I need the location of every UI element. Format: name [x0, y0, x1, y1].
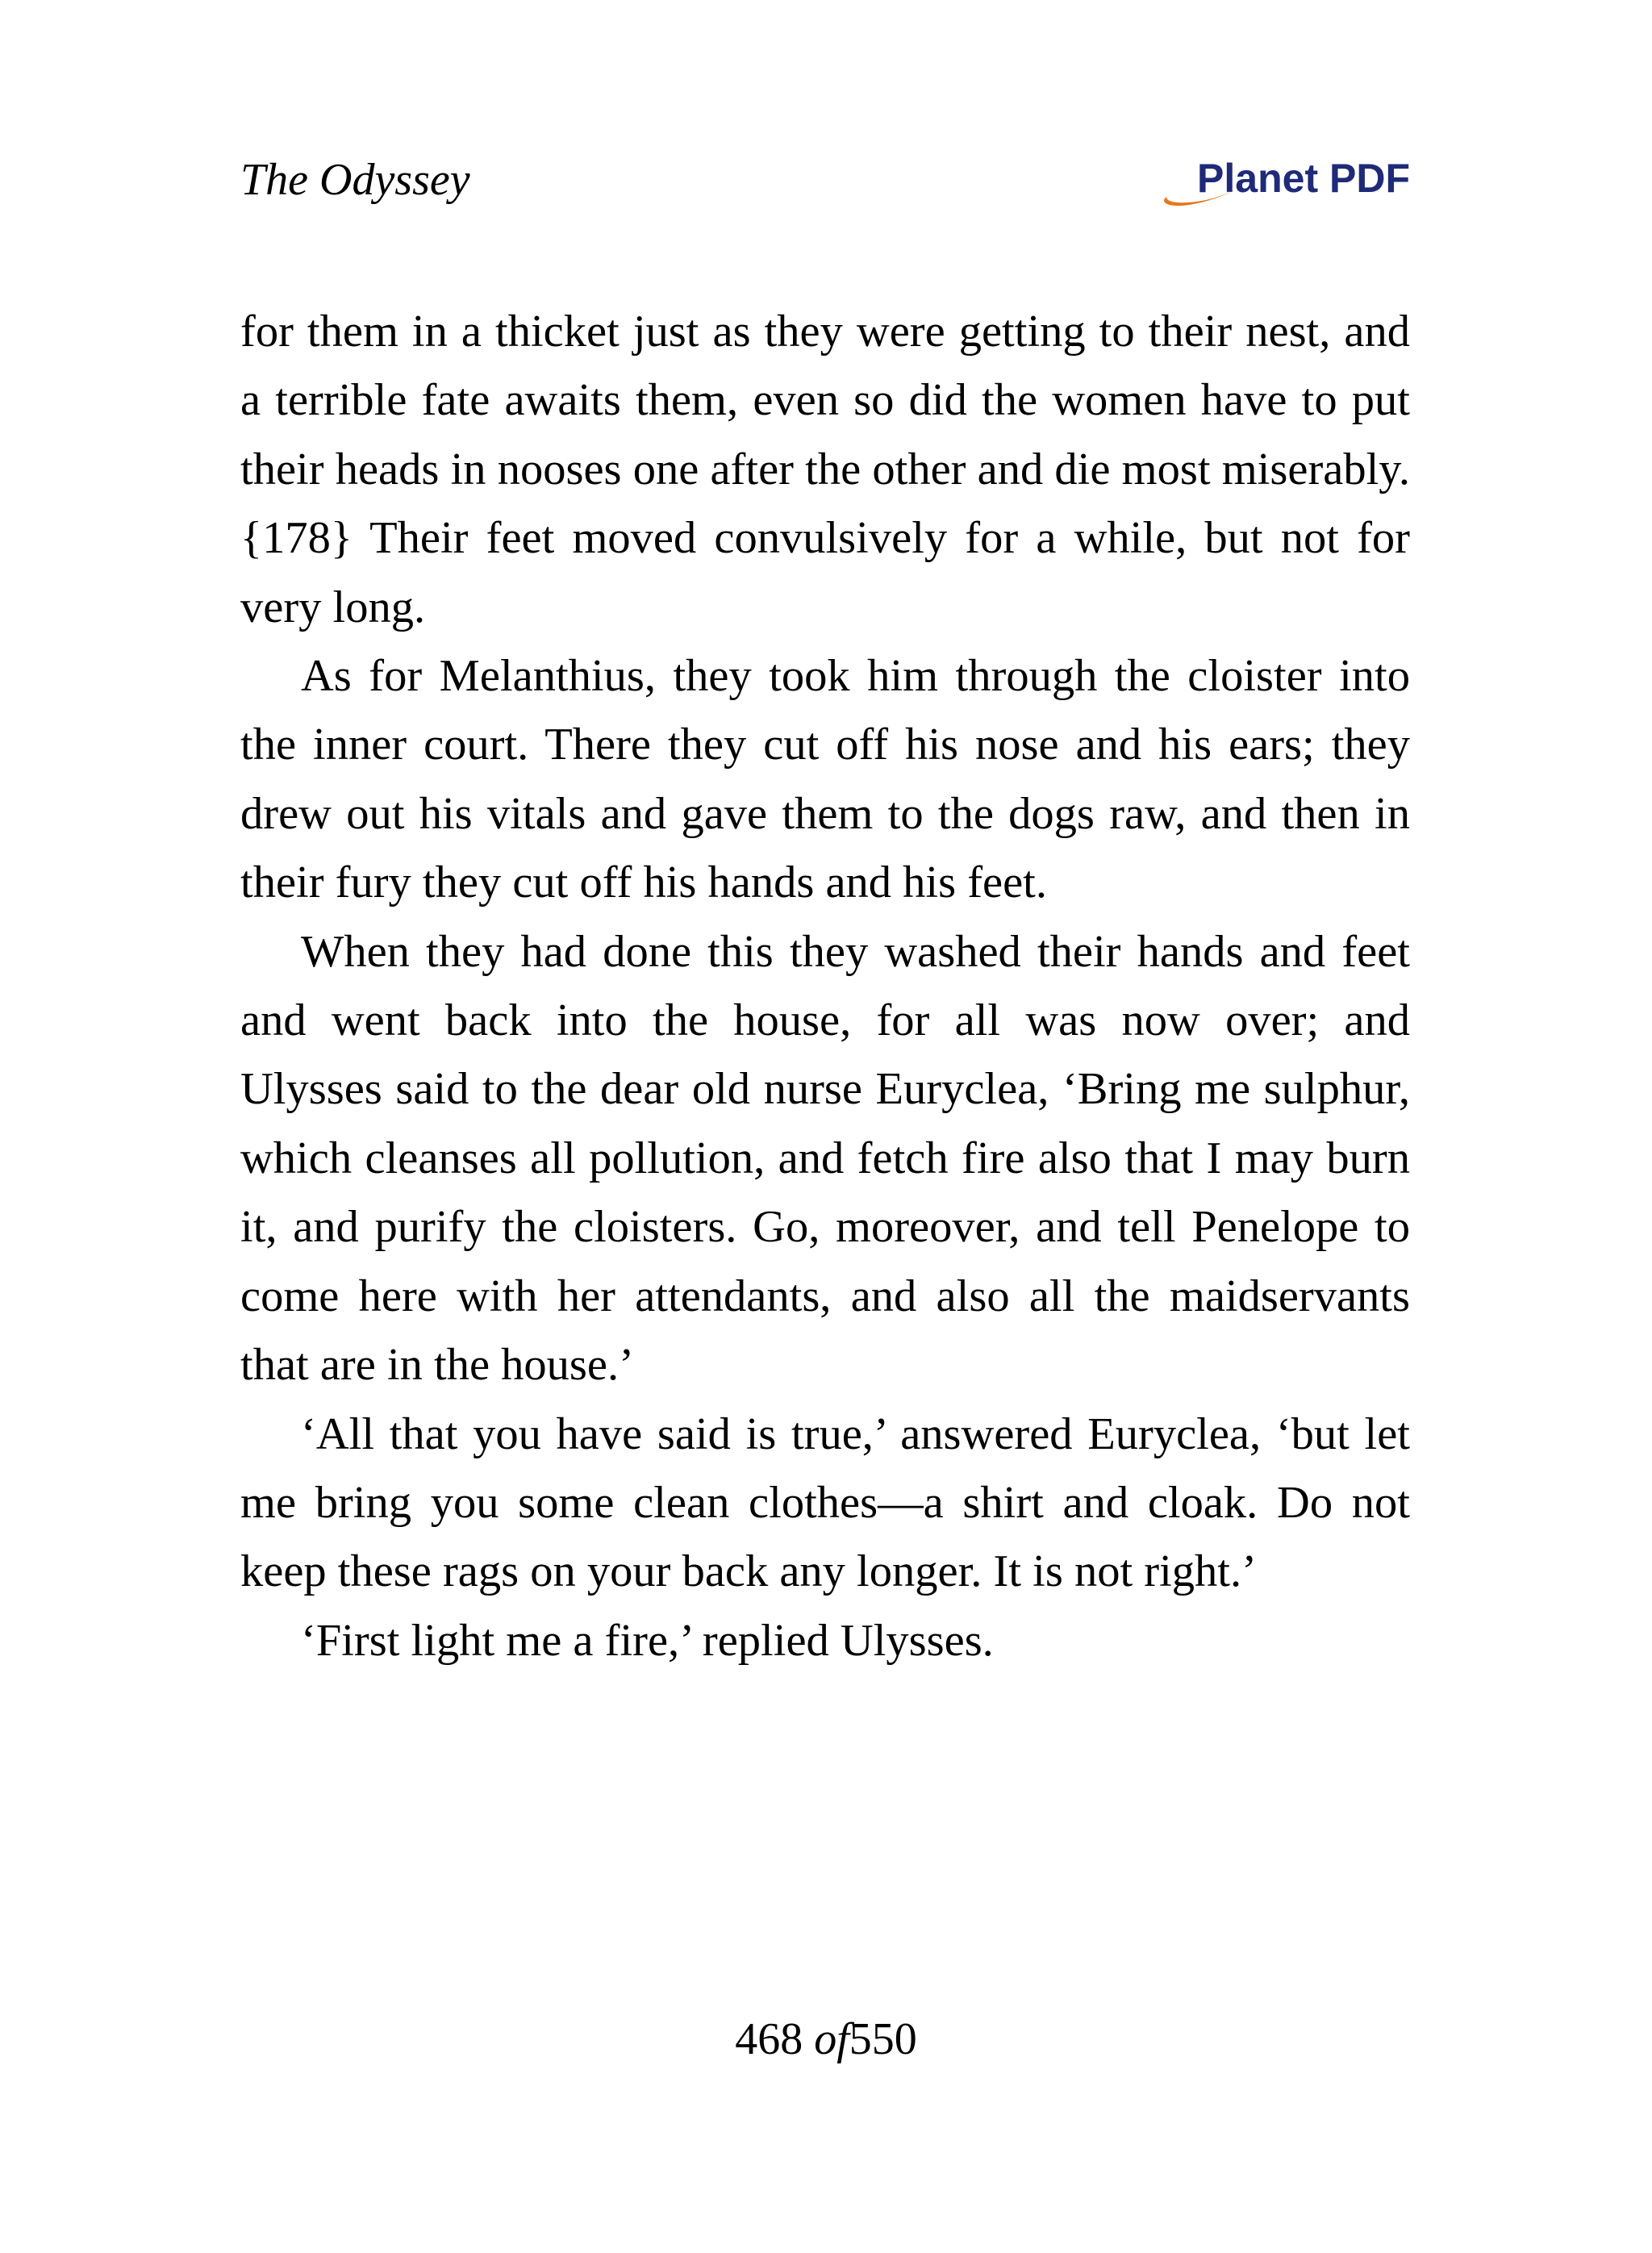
- paragraph: ‘All that you have said is true,’ answered Euryclea, ‘but let me bring you some clean clothes—a shirt and cloak. Do not keep these rags on your back any longer. It is not right.’: [240, 1408, 1410, 1597]
- page-header: [240, 152, 1410, 208]
- page-current: 468: [735, 2014, 803, 2064]
- page-total: 550: [849, 2014, 917, 2064]
- page-of: of: [814, 2014, 849, 2064]
- paragraph: As for Melanthius, they took him through the cloister into the inner court. There they cut off his nose and his ears; they drew out his vitals and gave them to the dogs raw, and then in their fury they cut off his hands and his feet.: [240, 651, 1410, 908]
- paragraph: When they had done this they washed their hands and feet and went back into the house, for all was now over; and Ulysses said to the dear old nurse Euryclea, ‘Bring me sulphur, which cleanses all pollution, and fetch fire also that I may burn it, and purify the cloisters. Go, moreover, and tell Penelope to come here with her attendants, and also all the maidservants that are in the house.’: [240, 926, 1410, 1391]
- planet-pdf-logo: [1152, 152, 1410, 208]
- paragraph: ‘First light me a fire,’ replied Ulysses.: [301, 1615, 994, 1666]
- paragraph: for them in a thicket just as they were getting to their nest, and a terrible fate awaits them, even so did the women have to put their heads in nooses one after the other and die most miserably. {178} Their feet moved convulsively for a while, but not for very long.: [240, 307, 1410, 632]
- page-number: [0, 2009, 1652, 2070]
- book-title: The Odyssey: [240, 155, 470, 205]
- brand-name: Planet PDF: [1197, 156, 1410, 201]
- page-body: [240, 298, 1410, 1675]
